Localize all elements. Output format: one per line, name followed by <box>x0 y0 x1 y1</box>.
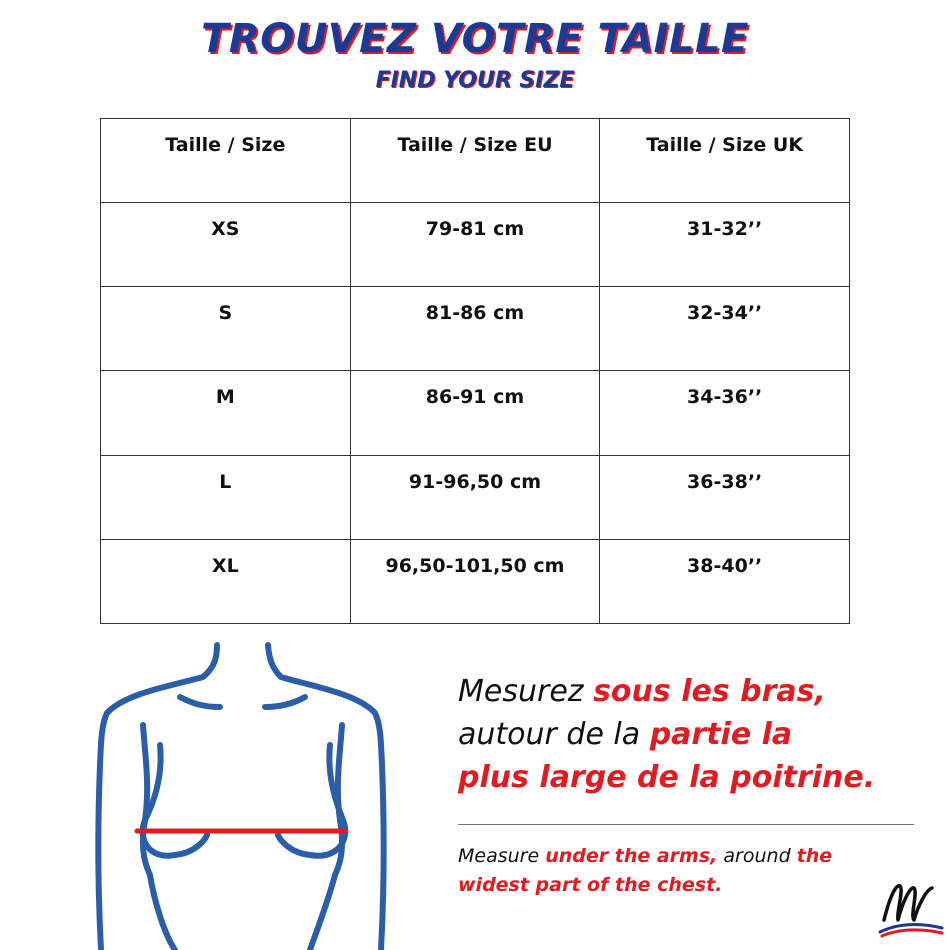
table-row <box>101 287 850 371</box>
instr-en-text: Measure <box>458 845 546 867</box>
instr-fr-highlight: partie la <box>649 717 793 752</box>
instructions-en <box>458 842 928 900</box>
size-table <box>100 118 850 624</box>
instr-en-highlight: under the arms, <box>545 845 718 867</box>
table-row <box>101 455 850 539</box>
page-title: TROUVEZ VOTRE TAILLE <box>201 16 749 62</box>
cell-size: L <box>101 455 351 539</box>
cell-size-eu: 91-96,50 cm <box>350 455 600 539</box>
header-size-uk: Taille / Size UK <box>600 119 850 203</box>
instr-en-highlight: widest part of the chest. <box>458 874 723 896</box>
table-row <box>101 539 850 623</box>
table-row <box>101 371 850 455</box>
torso-outline-illustration <box>95 635 395 950</box>
cell-size-eu: 81-86 cm <box>350 287 600 371</box>
cell-size: XS <box>101 203 351 287</box>
cell-size-uk: 32-34’’ <box>600 287 850 371</box>
table-row <box>101 203 850 287</box>
cell-size-eu: 96,50-101,50 cm <box>350 539 600 623</box>
divider <box>458 824 914 825</box>
m-script-logo <box>876 876 946 940</box>
cell-size-uk: 38-40’’ <box>600 539 850 623</box>
cell-size-uk: 36-38’’ <box>600 455 850 539</box>
table-header-row <box>101 119 850 203</box>
cell-size: M <box>101 371 351 455</box>
cell-size-uk: 34-36’’ <box>600 371 850 455</box>
page-subtitle: FIND YOUR SIZE <box>375 68 575 93</box>
cell-size-uk: 31-32’’ <box>600 203 850 287</box>
instr-en-highlight: the <box>796 845 833 867</box>
instructions-fr <box>458 670 938 799</box>
instr-fr-text: Mesurez <box>458 674 594 709</box>
header-size-eu: Taille / Size EU <box>350 119 600 203</box>
cell-size-eu: 86-91 cm <box>350 371 600 455</box>
instr-fr-highlight: plus large de la poitrine. <box>458 760 876 795</box>
instr-en-text: around <box>717 845 797 867</box>
cell-size-eu: 79-81 cm <box>350 203 600 287</box>
header-size: Taille / Size <box>101 119 351 203</box>
instr-fr-text: autour de la <box>458 717 650 752</box>
instr-fr-highlight: sous les bras, <box>593 674 826 709</box>
cell-size: S <box>101 287 351 371</box>
cell-size: XL <box>101 539 351 623</box>
